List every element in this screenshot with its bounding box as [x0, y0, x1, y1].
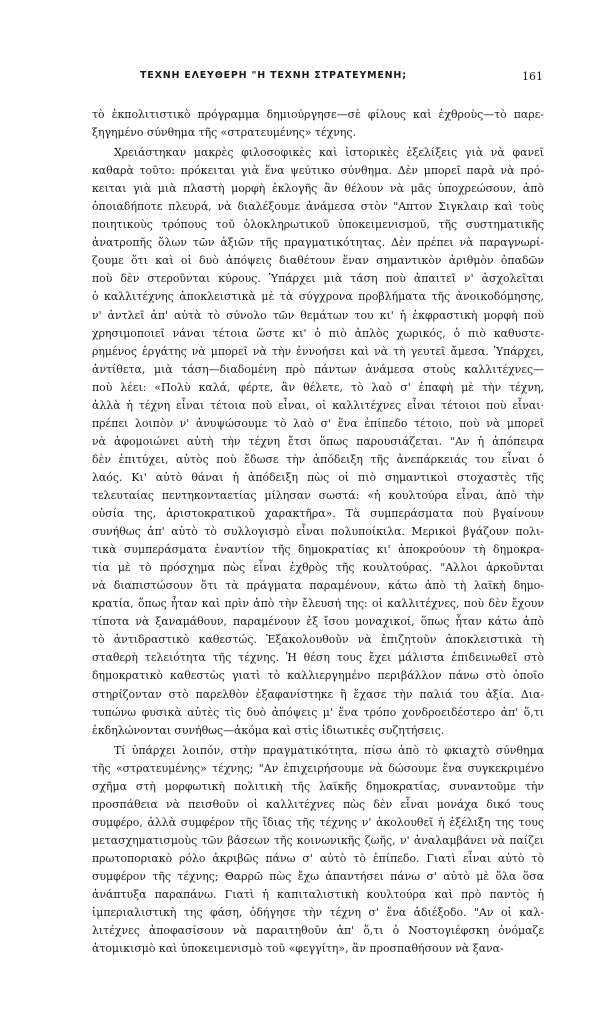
text-line: συμφέρον τῆς τέχνης; Θαρρῶ πὼς ἔχω ἀπαντήσει πάνω σ' αὐτὸ μὲ ὅλα ὅσα — [92, 869, 544, 883]
running-title: ΤΕΧΝΗ ΕΛΕΥΘΕΡΗ "Η ΤΕΧΝΗ ΣΤΡΑΤΕΥΜΕΝΗ; — [140, 70, 407, 81]
text-line: δημοκρατικὸ καθεστὼς γιατὶ τὸ καλλιεργημένο περιβάλλον πάνω στὸ ὁποῖο — [92, 669, 544, 683]
text-line: σχῆμα στὴ μορφωτικὴ πολιτικὴ τῆς λαϊκῆς δημοκρατίας, συναντοῦμε τὴν — [92, 779, 544, 793]
text-line: ὁ καλλιτέχνης ἀποκλειστικὰ μὲ τὰ σύγχρονα προβλήματα τῆς ἀνοικοδόμησης, — [92, 290, 544, 304]
running-header — [92, 70, 543, 86]
text-line: τικὰ συμπεράσματα ἐναντίον τῆς δημοκρατίας κι' ἀποκρούουν τὴ δημοκρα- — [92, 543, 544, 557]
text-line: τὸ ἀντιδραστικὸ καθεστώς. Ἐξακολουθοῦν νὰ ἐπιζητοῦν ἀποκλειστικὰ τὴ — [92, 633, 544, 647]
text-line: μετασχηματισμοὺς τῶν βάσεων τῆς κοινωνικῆς ζωῆς, ν' ἀναλαμβάνει νὰ παίζει — [92, 833, 544, 847]
text-line: τῆς «στρατευμένης» τέχνης; "Αν ἐπιχειρήσουμε νὰ δώσουμε ἕνα συγκεκριμένο — [92, 761, 544, 775]
text-line: συμφέρο, ἀλλὰ συμφέρον τῆς ἴδιας τῆς τέχνης ν' ἀκολουθεῖ ἡ ἐξέλιξη της τους — [92, 815, 544, 829]
text-line: ποὺ δὲν στεροῦνται κύρους. Ὑπάρχει μιὰ τάση ποὺ ἀπαιτεῖ ν' ἀσχολεῖται — [92, 272, 544, 286]
text-line: λιτέχνες ἀποφασίσουν νὰ παραιτηθοῦν ἀπ' ὅ,τι ὁ Νοστογιέφσκη ὀνόμαζε — [92, 924, 544, 938]
text-line: καθαρὰ τοῦτο: πρόκειται γιὰ ἕνα ψεύτικο σύνθημα. Δὲν μπορεῖ παρὰ νὰ πρό- — [92, 164, 544, 178]
text-line: οὐσία της, ἀριστοκρατικοῦ χαρακτῆρα». Τὰ συμπεράσματα ποὺ βγαίνουν — [92, 507, 544, 521]
page-number: 161 — [522, 70, 543, 83]
text-line: τία μὲ τὸ πρόσχημα πὼς εἶναι ἐχθρὸς τῆς κουλτούρας. "Αλλοι ἀρκοῦνται — [92, 561, 544, 575]
text-line: κρατία, ὅπως ἦταν καὶ πρὶν ἀπὸ τὴν ἔλευσή της: οἱ καλλιτέχνες, ποὺ δὲν ἔχουν — [92, 597, 544, 611]
text-line: τελευταίας πεντηκονταετίας μίλησαν σωστά: «ἡ κουλτούρα εἶναι, ἀπὸ τὴν — [92, 488, 544, 502]
text-line: ἀνάπτυξα παραπάνω. Γιατὶ ἡ καπιταλιστικὴ κουλτούρα καὶ πρὸ παντὸς ἡ — [92, 888, 544, 902]
text-line: ἰμπεριαλιστικὴ της φάση, ὁδήγησε τὴν τέχνη σ' ἕνα ἀδιέξοδο. "Αν οἱ καλ- — [92, 906, 544, 920]
text-line: ἀντίθετα, μιὰ τάση—διαδομένη πρὸ πάντων ἀνάμεσα στοὺς καλλιτέχνες— — [92, 362, 544, 376]
text-line: πρέπει λοιπὸν ν' ἀνυψώσουμε τὸ λαὸ σ' ἕνα ἐπίπεδο τέτοιο, ποὺ νὰ μπορεῖ — [92, 416, 544, 430]
text-line: λαός. Κι' αὐτὸ θάναι ἡ ἀπόδειξη πὼς οἱ πιὸ σημαντικοὶ στοχαστὲς τῆς — [92, 470, 544, 484]
paragraph — [92, 106, 544, 142]
text-line: τυπώνω φυσικὰ αὐτὲς τὶς δυὸ ἀπόψεις μ' ἕνα τρόπο χονδροειδέστερο ἀπ' ὅ,τι — [92, 705, 544, 719]
text-line: Τί ὑπάρχει λοιπόν, στὴν πραγματικότητα, πίσω ἀπὸ τὸ φκιαχτὸ σύνθημα — [114, 743, 544, 757]
paragraph — [92, 742, 544, 959]
text-line: κειται γιὰ μιὰ πλαστὴ μορφὴ ἐκλογῆς ἂν θέλουν νὰ μᾶς ὑποχρεώσουν, ἀπὸ — [92, 182, 544, 196]
text-line: ἀλλὰ ἡ τέχνη εἶναι τέτοια ποὺ εἶναι, οἱ καλλιτέχνες εἶναι τέτοιοι ποὺ εἶναι· — [92, 398, 544, 412]
text-line: ἀτομικισμὸ καὶ ὑποκειμενισμὸ τοῦ «φεγγίτη», ἂν προσπαθήσουν νὰ ξανα- — [92, 942, 504, 956]
text-line: ζουμε ὅτι καὶ οἱ δυὸ ἀπόψεις διαθέτουν ἕναν σημαντικὸν ἀριθμὸν ὀπαδῶν — [92, 254, 544, 268]
text-line: δὲν ἐπιτύχει, αὐτὸς ποὺ ἔδωσε τὴν ἀπόδειξη τῆς ἀνεπάρκειάς του εἶναι ὁ — [92, 452, 544, 466]
text-line: Χρειάστηκαν μακρὲς φιλοσοφικὲς καὶ ἱστορικὲς ἐξελίξεις γιὰ νὰ φανεῖ — [114, 146, 544, 160]
text-line: συνήθως ἀπ' αὐτὸ τὸ συλλογισμὸ εἶναι πολυποίκιλα. Μερικοὶ βγάζουν πολι- — [92, 525, 544, 539]
text-line: τὸ ἐκπολιτιστικὸ πρόγραμμα δημιούργησε—σὲ φίλους καὶ ἐχθροὺς—τὸ παρε- — [92, 108, 544, 121]
text-line: ὁποιαδήποτε πλευρά, νὰ διαλέξουμε ἀνάμεσα στὸν "Απτον Σιγκλαιρ καὶ τοὺς — [92, 200, 544, 214]
text-line: προσπάθεια νὰ πεισθοῦν οἱ καλλιτέχνες πὼς δὲν εἶναι μονάχα δικό τους — [92, 797, 544, 811]
text-line: τίποτα νὰ ξαναμάθουν, παραμένουν ἐξ ἴσου μοναχικοί, ὅπως ἦταν κάτω ἀπὸ — [92, 615, 544, 629]
text-body — [92, 106, 544, 958]
text-line: ξηγημένο σύνθημα τῆς «στρατευμένης» τέχνης. — [92, 126, 356, 140]
text-line: ρημένος ἐργάτης νὰ μπορεῖ νὰ τὴν ἐννοήσει καὶ νὰ τὴ γευτεῖ ἄμεσα. Ὑπάρχει, — [92, 344, 544, 358]
text-line: σταθερὴ τελειότητα τῆς τέχνης. Ἡ θέση τους ἔχει μάλιστα ἐπιδεινωθεῖ στὸ — [92, 651, 544, 665]
text-line: νὰ διαπιστώσουν ὅτι τὰ πράγματα παραμένουν, κάτω ἀπὸ τὴ λαϊκὴ δημο- — [92, 579, 544, 593]
paragraph — [92, 144, 544, 740]
text-line: ἀνατροπῆς ὅλων τῶν ἀξιῶν τῆς πραγματικότητας. Δὲν πρέπει νὰ παραγνωρί- — [92, 236, 544, 250]
text-line: χρησιμοποιεῖ νάναι τέτοια ὥστε κι' ὁ πιὸ ἁπλὸς χωρικός, ὁ πιὸ καθυστε- — [92, 326, 544, 340]
text-line: πρωτοποριακὸ ρόλο ἀκριβῶς πάνω σ' αὐτὸ τὸ ἐπίπεδο. Γιατὶ εἶναι αὐτὸ τὸ — [92, 851, 544, 865]
text-line: ἐκδηλώνονται συνήθως—ἀκόμα καὶ στὶς ἰδιωτικὲς συζητήσεις. — [92, 723, 445, 737]
text-line: ποιητικοὺς τρόπους τοῦ ὁλοκληρωτικοῦ ὑποκειμενισμοῦ, τῆς συστηματικῆς — [92, 218, 544, 232]
text-line: νὰ ἀφομοιώνει αὐτὴ τὴν τέχνη ἔτσι ὅπως παρουσιάζεται. "Αν ἡ ἀπόπειρα — [92, 434, 544, 448]
text-line: ν' ἀντλεῖ ἀπ' αὐτὰ τὸ σύνολο τῶν θεμάτων του κι' ἡ ἐκφραστικὴ μορφὴ ποὺ — [92, 308, 544, 322]
text-line: ποὺ λέει: «Πολὺ καλά, φέρτε, ἂν θέλετε, τὸ λαὸ σ' ἐπαφὴ μὲ τὴν τέχνη, — [92, 380, 544, 394]
text-line: στηρίζονταν στὸ παρελθὸν ἐξαφανίστηκε ἢ ἔχασε τὴν παλιά του ἀξία. Δια- — [92, 687, 544, 701]
